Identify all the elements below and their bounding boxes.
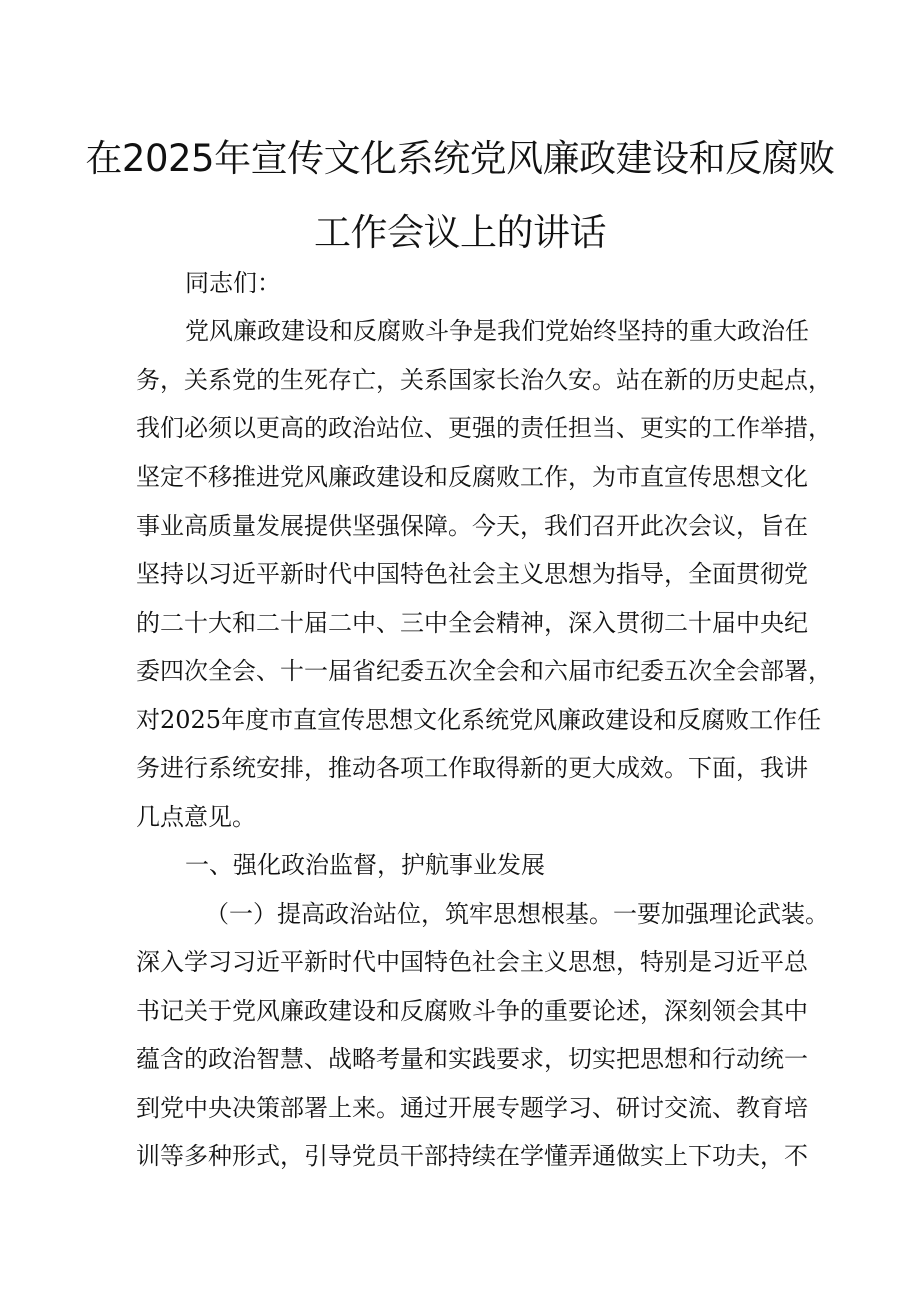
paragraph-line: 到党中央决策部署上来。通过开展专题学习、研讨交流、教育培 <box>136 1094 808 1122</box>
salutation: 同志们： <box>185 269 281 297</box>
paragraph-line: 坚持以习近平新时代中国特色社会主义思想为指导，全面贯彻党 <box>136 560 808 588</box>
paragraph-line: 我们必须以更高的政治站位、更强的责任担当、更实的工作举措， <box>136 414 832 442</box>
subsection-line: （一）提高政治站位，筑牢思想根基。一要加强理论武装。 <box>205 900 829 928</box>
paragraph-line: 对2025年度市直宣传思想文化系统党风廉政建设和反腐败工作任 <box>136 706 822 734</box>
paragraph-line: 务，关系党的生死存亡，关系国家长治久安。站在新的历史起点， <box>136 366 832 394</box>
paragraph-line: 深入学习习近平新时代中国特色社会主义思想，特别是习近平总 <box>136 948 808 976</box>
paragraph-line: 事业高质量发展提供坚强保障。今天，我们召开此次会议，旨在 <box>136 512 808 540</box>
document-title-line-2: 工作会议上的讲话 <box>314 211 606 254</box>
paragraph-line: 蕴含的政治智慧、战略考量和实践要求，切实把思想和行动统一 <box>136 1045 808 1073</box>
paragraph-line: 几点意见。 <box>136 803 256 831</box>
paragraph-line: 训等多种形式，引导党员干部持续在学懂弄通做实上下功夫，不 <box>136 1142 808 1170</box>
paragraph-line: 务进行系统安排，推动各项工作取得新的更大成效。下面，我讲 <box>136 754 808 782</box>
paragraph-line: 的二十大和二十届二中、三中全会精神，深入贯彻二十届中央纪 <box>136 609 808 637</box>
document-title-line-1: 在2025年宣传文化系统党风廉政建设和反腐败 <box>85 137 835 180</box>
paragraph-line: 党风廉政建设和反腐败斗争是我们党始终坚持的重大政治任 <box>185 317 809 345</box>
paragraph-line: 书记关于党风廉政建设和反腐败斗争的重要论述，深刻领会其中 <box>136 997 808 1025</box>
paragraph-line: 坚定不移推进党风廉政建设和反腐败工作，为市直宣传思想文化 <box>136 463 808 491</box>
paragraph-line: 委四次全会、十一届省纪委五次全会和六届市纪委五次全会部署， <box>136 657 832 685</box>
section-heading: 一、强化政治监督，护航事业发展 <box>185 851 545 879</box>
